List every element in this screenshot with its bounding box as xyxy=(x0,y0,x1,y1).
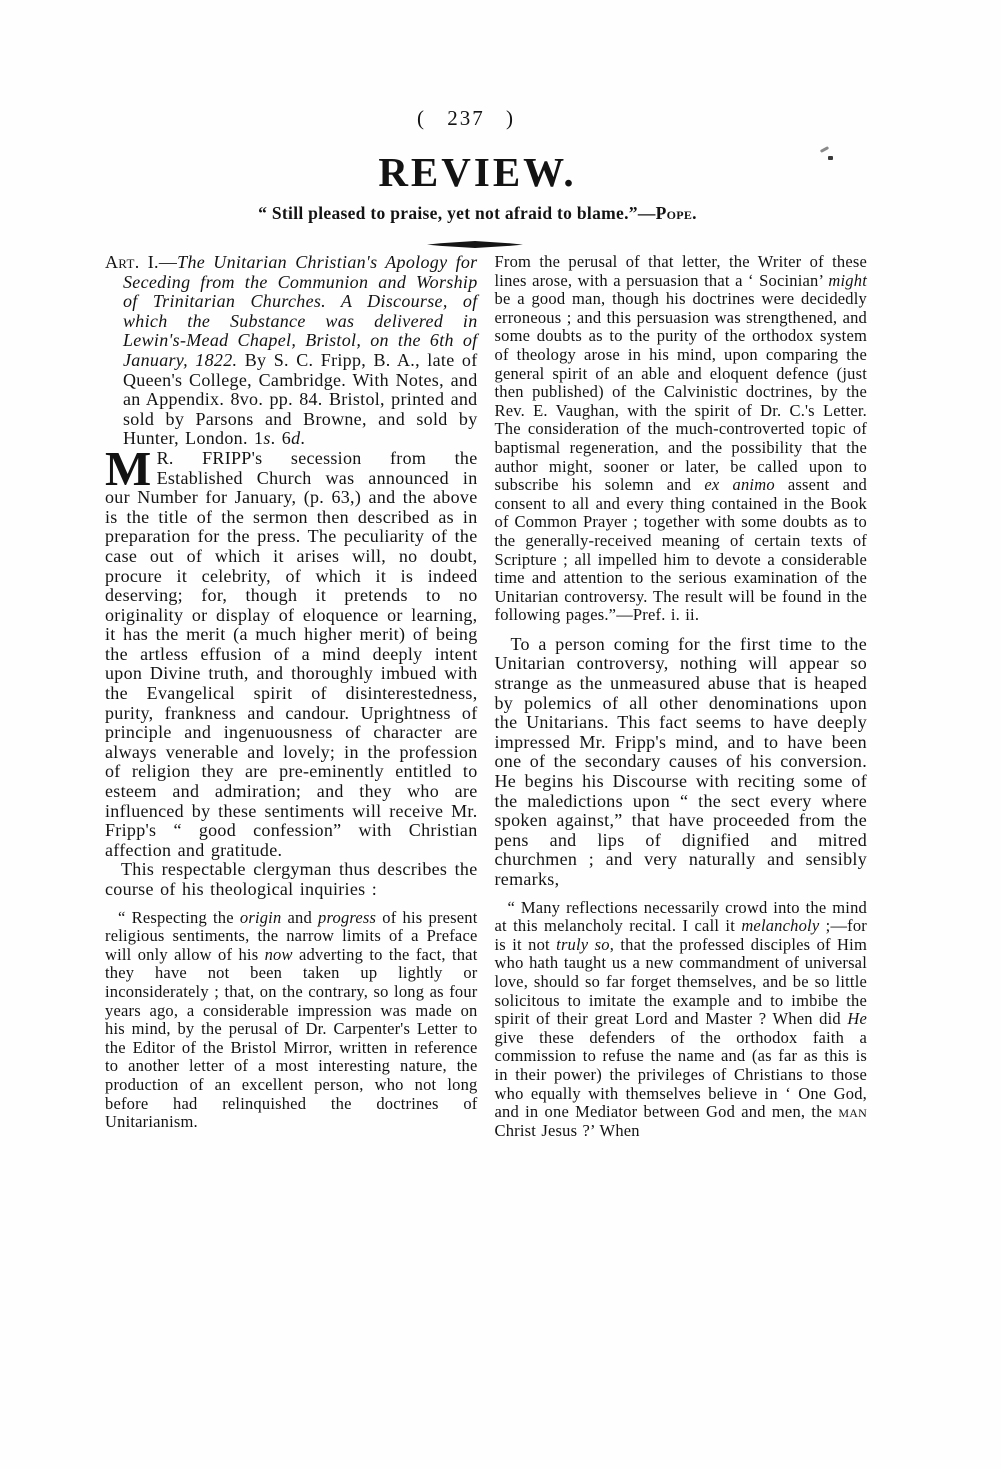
swelled-rule-divider xyxy=(427,241,523,248)
scan-artifact-speck xyxy=(828,156,833,160)
block-quote-discourse: “ Many reflections necessarily crowd into the mind at this melancholy recital. I call it melancholy ;—for is it not truly so, that the professed disciples of Him who hath taught us a new commandment of universal love, should so far forget themselves, and be so little solicitous to imitate the example and to imbibe the spirit of their great Lord and Master ? When did He give these defenders of the orthodox faith a commission to refuse the name and (as far as this is in their power) the privileges of Christians to those who equally with themselves believe in ‘ One God, and in one Mediator between God and men, the man Christ Jesus ?’ When xyxy=(494,897,867,1140)
commentary-paragraph: To a person coming for the first time to the Unitarian controversy, nothing will appear so strange as the unmeasured abuse that is heaped by polemics of all other denominations upon the Unitarians. This fact seems to have deeply impressed Mr. Fripp's mind, and to have been one of the secondary causes of his conversion. He begins his Discourse with reciting some of the maledictions upon “ the sect every where spoken against,” that have proceeded from the pens and lips of dignified and mitred churchmen ; and very naturally and sensibly remarks, xyxy=(494,633,867,889)
drop-cap-initial: M xyxy=(105,440,152,496)
page-number: ( 237 ) xyxy=(417,106,515,130)
opening-paragraph xyxy=(105,440,478,860)
opening-paragraph-text: R. FRIPP's secession from the Established Church was announced in our Number for January, (p. 63,) and the above is the title of the sermon then described as in preparation for the press. The peculiarity of the case out of which it arises will, no doubt, procure it celebrity, of which it is indeed deserving; for, though it pretends to no originality or display of eloquence or learning, it has the merit (a much higher merit) of being the artless effusion of a mind deeply intent upon Divine truth, and thoroughly imbued with the Evangelical spirit of disinterestedness, purity, frankness and candour. Uprightness of principle and ingenuousness of character are always venerable and lovely; in the profession of religion they are pre-eminently entitled to esteem and admiration; and they who are influenced by these sentiments will receive Mr. Fripp's “ good confession” with Christian affection and gratitude. xyxy=(105,447,478,860)
article-bibliographic-heading: Art. I.—The Unitarian Christian's Apology for Seceding from the Communion and Worship of Trinitarian Churches. A Discourse, of which the Substance was delivered in Lewin's-Mead Chapel, Bristol, on the 6th of January, 1822. By S. C. Fripp, B. A., late of Queen's College, Cambridge. With Notes, and an Appendix. 8vo. pp. 84. Bristol, printed and sold by Parsons and Browne, and sold by Hunter, London. 1s. 6d. xyxy=(105,252,478,449)
right-column xyxy=(495,253,868,1140)
epigraph-quote: “ Still pleased to praise, yet not afraid to blame.”—Pope. xyxy=(258,203,697,223)
section-title: REVIEW. xyxy=(378,149,577,195)
block-quote-preface: “ Respecting the origin and progress of his present religious sentiments, the narrow limits of a Preface will only allow of his now adverting to the fact, that they have not been taken up lightly or inconsiderately ; that, on the contrary, so long as four years ago, a considerable impression was made on his mind, by the perusal of Dr. Carpenter's Letter to the Editor of the Bristol Mirror, written in reference to another letter of a most interesting nature, the production of an excellent person, who not long before had relinquished the doctrines of Unitarianism. xyxy=(105,907,478,1132)
left-column xyxy=(105,253,478,1140)
block-quote-preface-continuation: From the perusal of that letter, the Writer of these lines arose, with a persuasion that a ‘ Socinian’ might be a good man, though his doctrines were decidedly erroneous ; and this persuasion was strengthened, and some doubts as to the purity of the orthodox system of theology arose in his mind, upon comparing the general spirit of an able and eloquent defence (just then published) of the Calvinistic doctrines, by the Rev. E. Vaughan, with the spirit of Dr. C.'s Letter. The consideration of the much-controverted topic of baptismal regeneration, and the possibility that the author might, sooner or later, be called upon to subscribe his solemn and ex animo assent and consent to all and every thing contained in the Book of Common Prayer ; together with some doubts as to the generally-received meaning of certain texts of Scripture ; all impelled him to devote a considerable time and attention to the serious examination of the Unitarian controversy. The result will be found in the following pages.”—Pref. i. ii. xyxy=(494,252,867,625)
paragraph-introducing-quote: This respectable clergyman thus describes the course of his theological inquiries : xyxy=(105,859,478,899)
two-column-body xyxy=(105,253,867,1140)
